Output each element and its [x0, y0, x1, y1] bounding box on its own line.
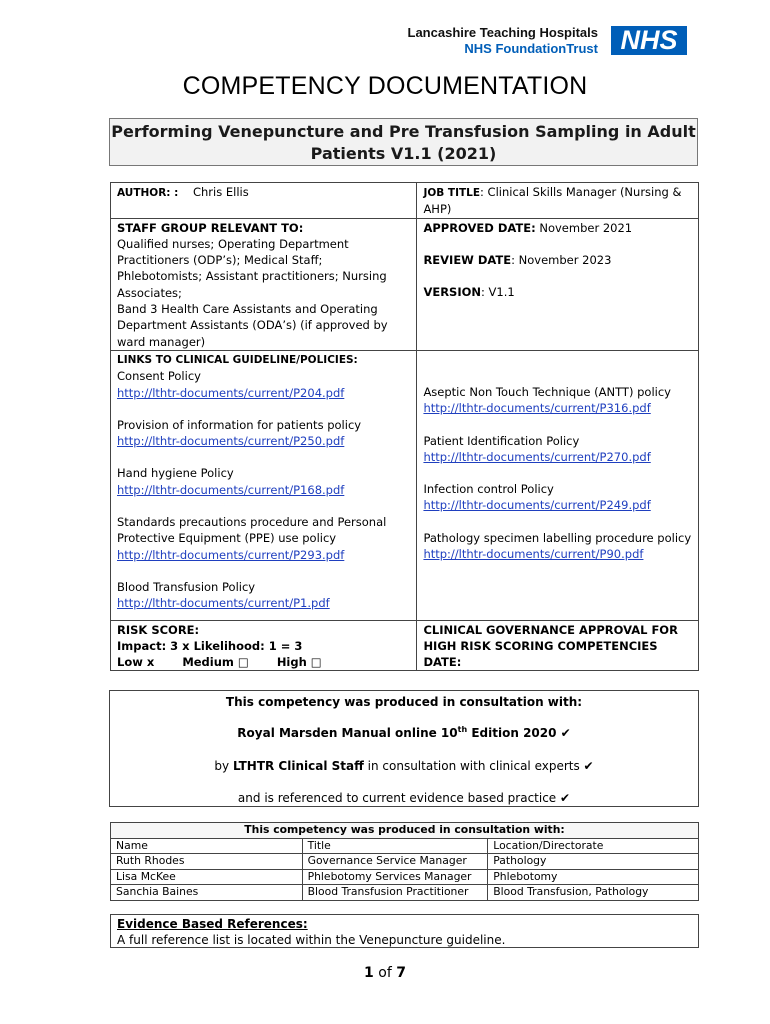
governance-line1: CLINICAL GOVERNANCE APPROVAL FOR [423, 622, 678, 637]
risk-high: High □ [276, 655, 322, 670]
competency-title-line2: Patients V1.1 (2021) [310, 144, 497, 163]
policy-name: Consent Policy [117, 369, 201, 384]
policy-name: Hand hygiene Policy [117, 466, 234, 481]
author-label: AUTHOR: : [117, 187, 179, 199]
risk-medium: Medium □ [182, 655, 249, 670]
staff-group-line: Phlebotomists; Assistant practitioners; Nursing [117, 269, 387, 284]
approved-date-label: APPROVED DATE: [423, 220, 536, 235]
author-cell [111, 183, 417, 219]
column-header: Title [302, 838, 488, 854]
staff-group-line: Band 3 Health Care Assistants and Operating [117, 302, 378, 317]
page-title: COMPETENCY DOCUMENTATION [182, 72, 588, 100]
table-cell: Governance Service Manager [302, 854, 488, 870]
policy-link[interactable]: http://lthtr-documents/current/P204.pdf [117, 385, 345, 400]
review-date-value: : November 2023 [511, 252, 612, 267]
staff-group-line: Department Assistants (ODA’s) (if approved by [117, 318, 388, 333]
version-label: VERSION [423, 285, 482, 300]
consultation-royal-marsden: Royal Marsden Manual online 10th Edition 2020 ✔ [237, 725, 571, 740]
references-text: A full reference list is located within the Venepuncture guideline. [117, 933, 506, 947]
competency-title-line1: Performing Venepuncture and Pre Transfusion Sampling in Adult [111, 122, 696, 141]
competency-details-table [110, 182, 699, 671]
governance-line2: HIGH RISK SCORING COMPETENCIES DATE: [423, 638, 658, 670]
links-label: LINKS TO CLINICAL GUIDELINE/POLICIES: [117, 353, 358, 366]
policy-link[interactable]: http://lthtr-documents/current/P90.pdf [423, 547, 644, 562]
policy-link[interactable]: http://lthtr-documents/current/P168.pdf [117, 482, 345, 497]
job-title-value: : Clinical Skills Manager (Nursing & [480, 185, 682, 199]
staff-group-line: Practitioners (ODP’s); Medical Staff; [117, 253, 323, 268]
author-value: Chris Ellis [192, 185, 249, 199]
policy-link[interactable]: http://lthtr-documents/current/P249.pdf [423, 498, 651, 513]
table-cell: Phlebotomy [488, 869, 699, 885]
policy-name: Provision of information for patients policy [117, 417, 362, 432]
table-cell: Phlebotomy Services Manager [302, 869, 488, 885]
policy-name: Blood Transfusion Policy [117, 579, 256, 594]
consultation-box [109, 690, 699, 807]
organisation-name [408, 25, 598, 57]
table-cell: Blood Transfusion Practitioner [302, 885, 488, 901]
column-header: Location/Directorate [488, 838, 699, 854]
governance-cell [417, 620, 699, 671]
job-title-label: JOB TITLE [423, 187, 481, 199]
consultation-evidence: and is referenced to current evidence based practice ✔ [237, 791, 571, 805]
table-row [111, 854, 699, 870]
policy-link[interactable]: http://lthtr-documents/current/P250.pdf [117, 434, 345, 449]
policy-link[interactable]: http://lthtr-documents/current/P270.pdf [423, 449, 651, 464]
staff-group-line: ward manager) [117, 334, 206, 349]
version-value: : V1.1 [481, 285, 515, 300]
risk-impact: Impact: 3 x Likelihood: 1 = 3 [117, 638, 303, 653]
table-cell: Ruth Rhodes [111, 854, 303, 870]
policy-link[interactable]: http://lthtr-documents/current/P316.pdf [423, 401, 651, 416]
competency-title-box [109, 118, 698, 166]
staff-group-line: Qualified nurses; Operating Department [117, 236, 349, 251]
policy-link[interactable]: http://lthtr-documents/current/P1.pdf [117, 596, 330, 611]
risk-low: Low x [117, 655, 155, 670]
staff-group-line: Associates; [117, 285, 182, 300]
policy-name: Patient Identification Policy [423, 433, 580, 448]
references-box [110, 914, 699, 948]
staff-group-cell [111, 218, 417, 350]
consultation-lthtr-staff: by LTHTR Clinical Staff in consultation with clinical experts ✔ [214, 759, 594, 773]
job-title-value-cont: AHP) [423, 202, 452, 217]
review-date-label: REVIEW DATE [423, 252, 512, 267]
links-right-cell [417, 350, 699, 620]
consultees-table [110, 822, 699, 901]
policy-link[interactable]: http://lthtr-documents/current/P293.pdf [117, 547, 345, 562]
page-number: 1 of 7 [364, 965, 406, 981]
consultation-heading: This competency was produced in consultation with: [225, 695, 583, 709]
nhs-logo: NHS [611, 26, 687, 55]
table-row [111, 885, 699, 901]
policy-name: Infection control Policy [423, 482, 554, 497]
table-cell: Pathology [488, 854, 699, 870]
table-header-row [111, 838, 699, 854]
risk-score-label: RISK SCORE: [117, 622, 200, 637]
policy-name-cont: Protective Equipment (PPE) use policy [117, 531, 337, 546]
column-header: Name [111, 838, 303, 854]
links-left-cell [111, 350, 417, 620]
staff-group-label: STAFF GROUP RELEVANT TO: [117, 220, 304, 235]
consultees-heading: This competency was produced in consultation with: [111, 823, 699, 839]
references-heading: Evidence Based References: [117, 917, 308, 931]
dates-cell [417, 218, 699, 350]
org-name-line2: NHS FoundationTrust [464, 41, 598, 56]
table-cell: Lisa McKee [111, 869, 303, 885]
org-name-line1: Lancashire Teaching Hospitals [407, 25, 598, 40]
approved-date-value: November 2021 [535, 220, 633, 235]
risk-score-cell [111, 620, 417, 671]
table-cell: Sanchia Baines [111, 885, 303, 901]
policy-name: Standards precautions procedure and Personal [117, 515, 387, 530]
policy-name: Pathology specimen labelling procedure policy [423, 530, 692, 545]
table-cell: Blood Transfusion, Pathology [488, 885, 699, 901]
job-title-cell [417, 183, 699, 219]
table-row [111, 869, 699, 885]
policy-name: Aseptic Non Touch Technique (ANTT) policy [423, 384, 671, 399]
